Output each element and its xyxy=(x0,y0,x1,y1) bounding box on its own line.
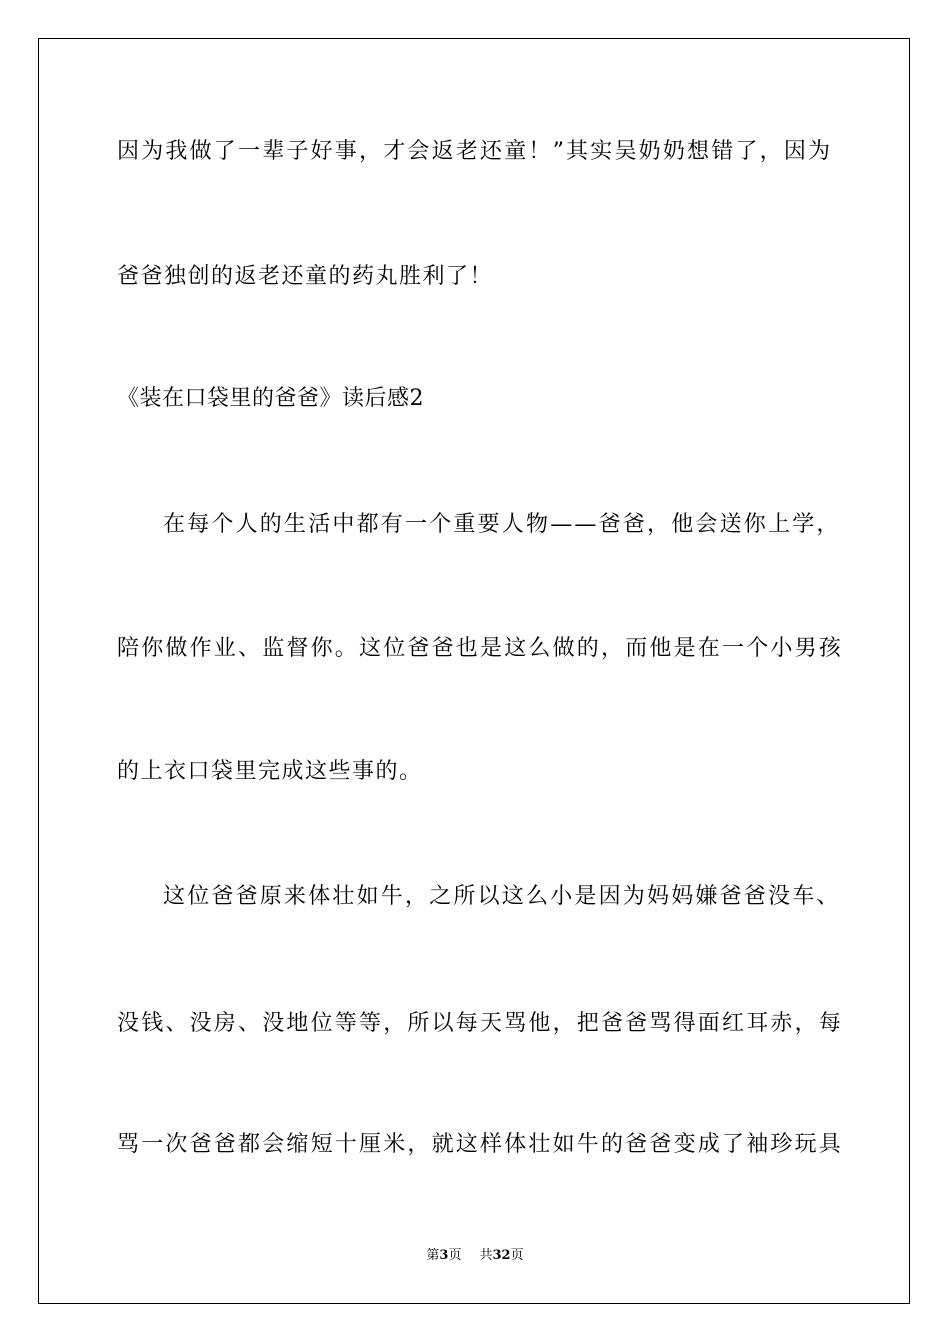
page-number: 3 xyxy=(439,1248,449,1263)
page-suffix: 页 xyxy=(448,1248,462,1263)
total-suffix: 页 xyxy=(510,1248,524,1263)
text-line-1: 因为我做了一辈子好事，才会返老还童！”其实吴奶奶想错了，因为 xyxy=(117,139,833,164)
total-prefix: 共 xyxy=(479,1248,493,1263)
paragraph-2-line-1: 这位爸爸原来体壮如牛，之所以这么小是因为妈妈嫌爸爸没车、 xyxy=(163,884,841,909)
paragraph-1-line-2: 陪你做作业、监督你。这位爸爸也是这么做的，而他是在一个小男孩 xyxy=(117,636,844,661)
total-pages: 32 xyxy=(492,1248,511,1263)
text-line-2: 爸爸独创的返老还童的药丸胜利了！ xyxy=(117,264,494,289)
paragraph-1-line-3: 的上衣口袋里完成这些事的。 xyxy=(117,759,423,784)
page-footer xyxy=(0,1247,950,1265)
section-heading: 《装在口袋里的爸爸》读后感2 xyxy=(117,386,424,411)
page-prefix: 第 xyxy=(426,1248,440,1263)
paragraph-2-line-2: 没钱、没房、没地位等等，所以每天骂他，把爸爸骂得面红耳赤，每 xyxy=(117,1011,844,1036)
page-border xyxy=(38,38,910,1304)
paragraph-1-line-1: 在每个人的生活中都有一个重要人物——爸爸，他会送你上学， xyxy=(163,512,841,537)
paragraph-2-line-3: 骂一次爸爸都会缩短十厘米，就这样体壮如牛的爸爸变成了袖珍玩具 xyxy=(117,1132,844,1157)
